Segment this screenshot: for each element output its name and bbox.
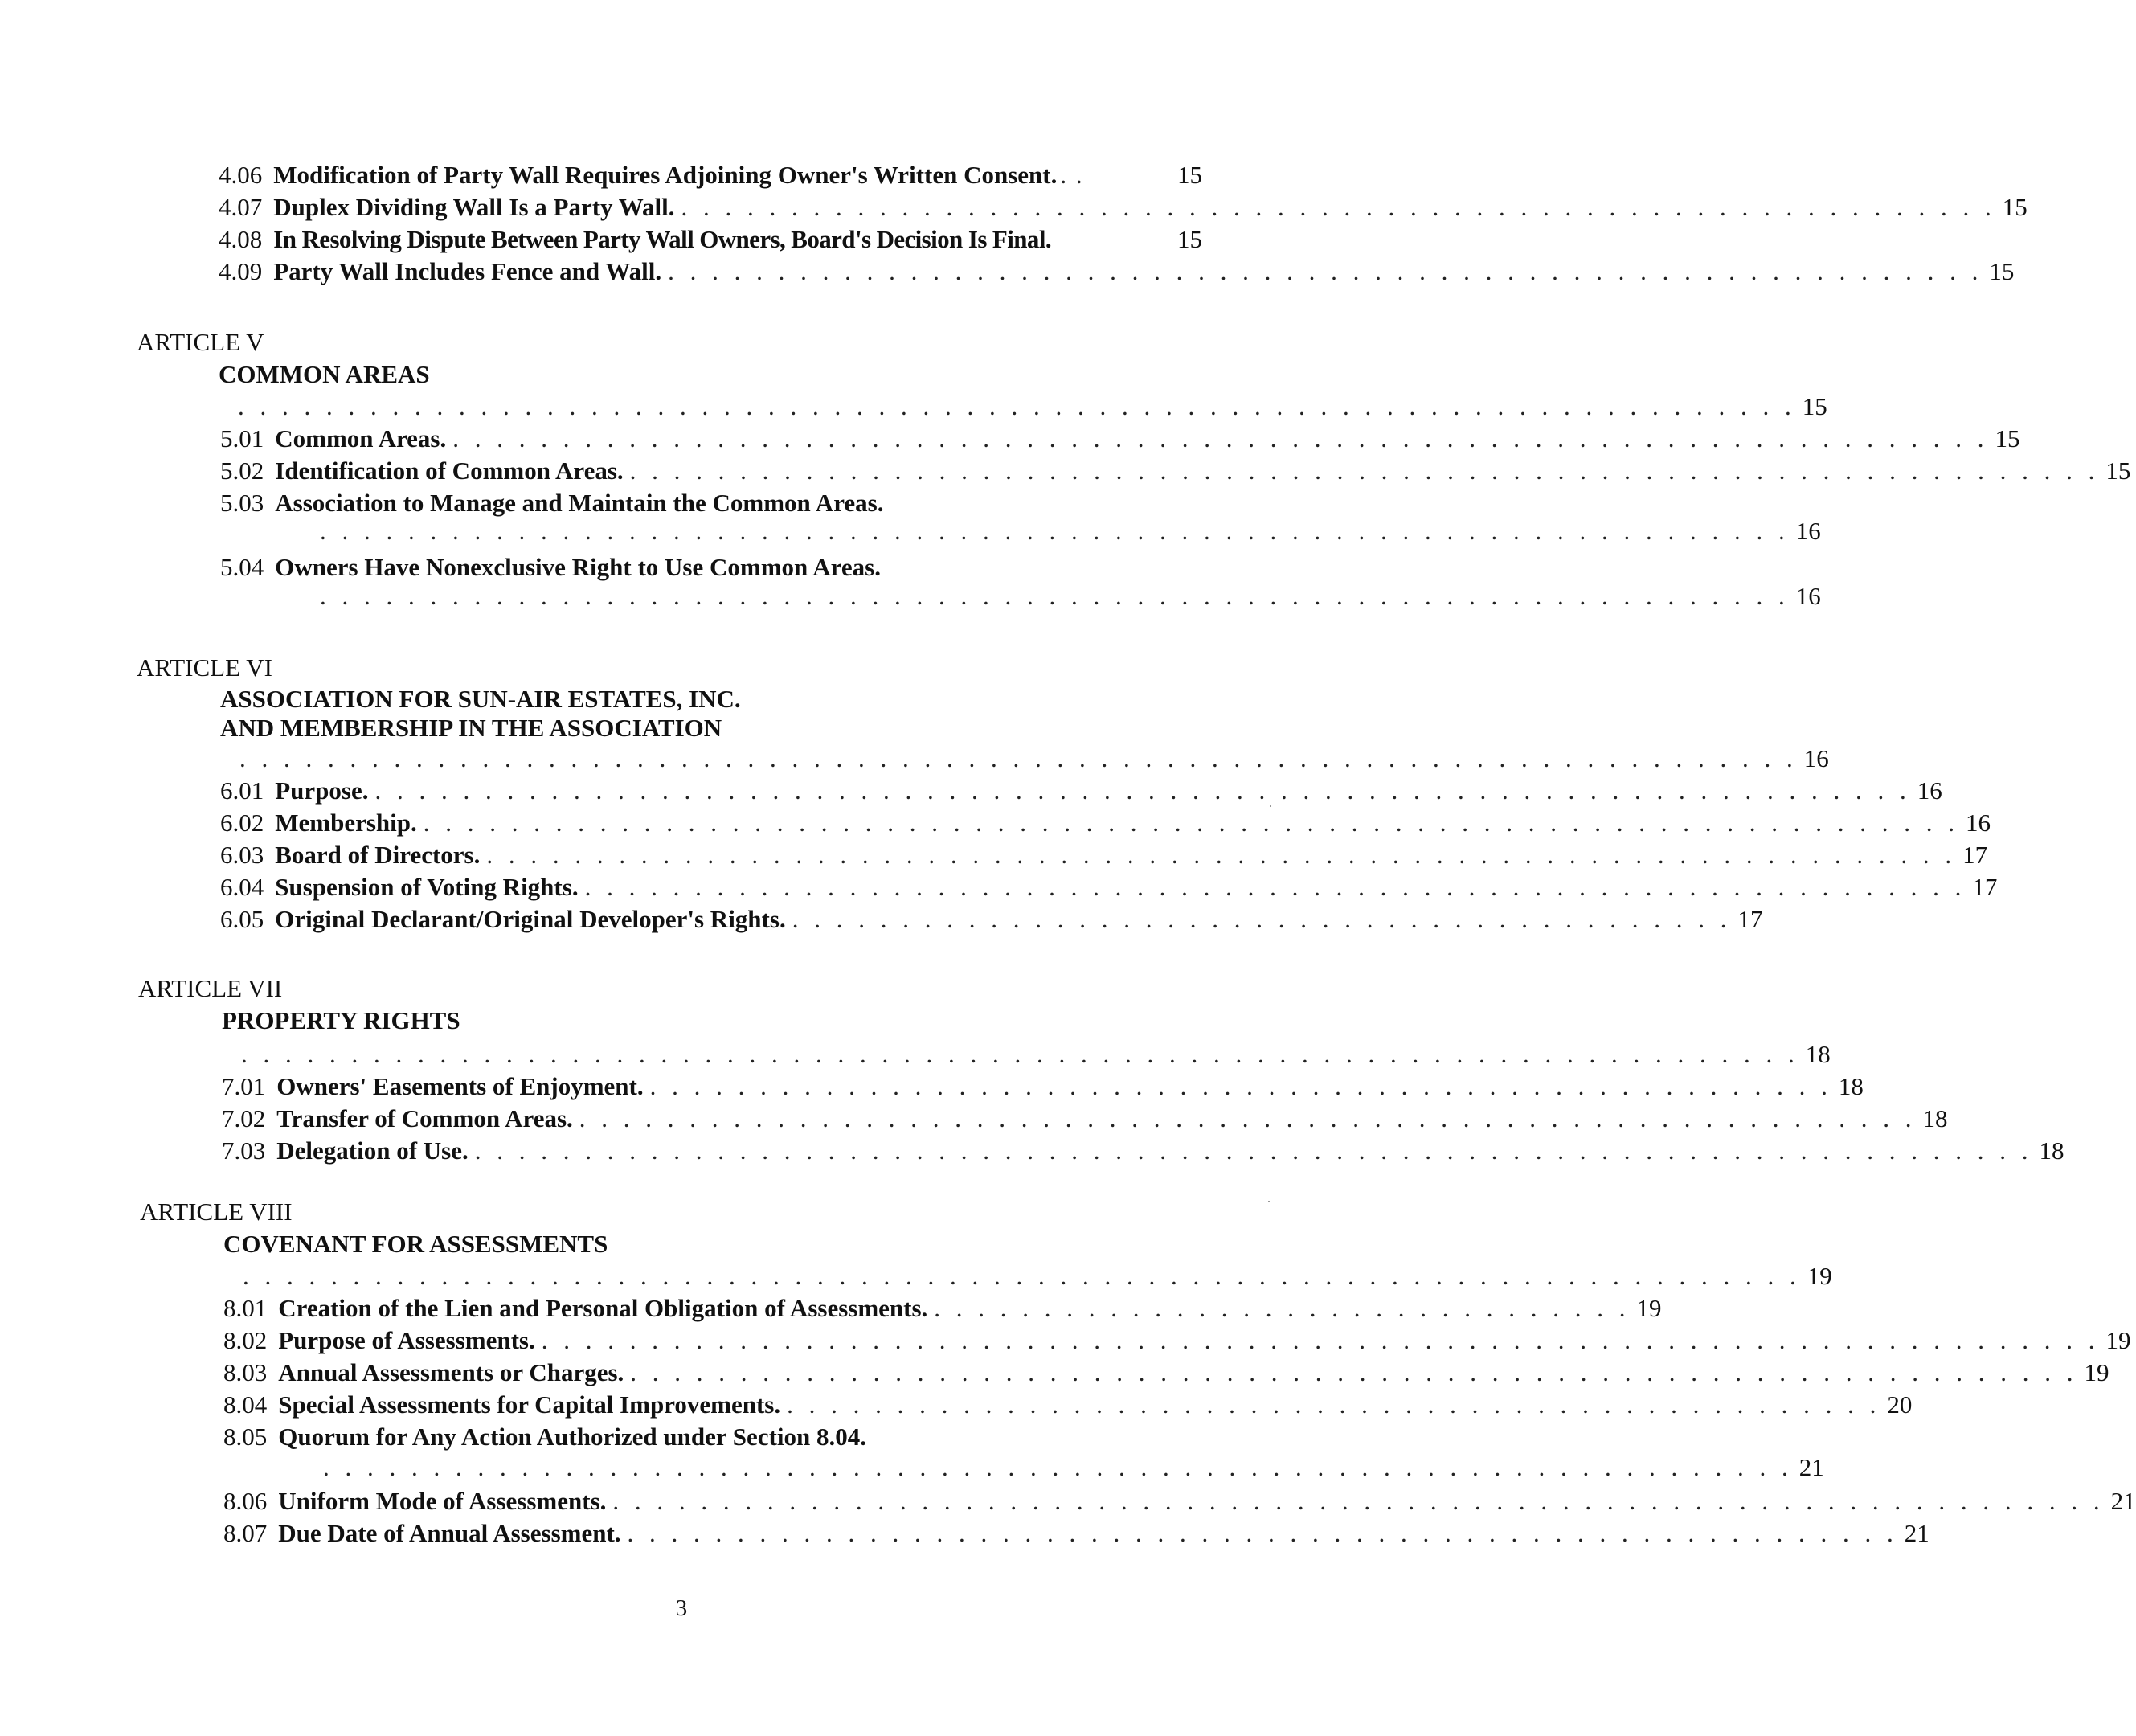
dot-leader: . . . . . . . . . . . . . . . . . . . . . . . . . . . . . . . . . . . . . . . . . . . . . . . . . . . . . . . . . . . . . [579, 1104, 1917, 1132]
dot-leader: . . . . . . . . . . . . . . . . . . . . . . . . . . . . . . . . . . . . . . . . . . . . . . . . . . . . . . . . . . . . . . . . . . . [320, 582, 1790, 610]
section-title: Membership. [275, 809, 417, 837]
toc-entry-8-03 [223, 1357, 2109, 1389]
page-number: 18 [1838, 1072, 1864, 1100]
dot-leader: . . . . . . . . . . . . . . . . . . . . . . . . . . . . . . . . . . . . . . . . . . . . . . . . . . . . . . [649, 1072, 1832, 1100]
page-number: 16 [1803, 744, 1829, 772]
section-title: Suspension of Voting Rights. [275, 873, 579, 901]
dot-leader: . . . . . . . . . . . . . . . . . . . . . . . . . . . . . . . . . . . . . . . . . . . . . . . . . . . . . . . . . . . . [668, 257, 1983, 285]
page-number: 20 [1887, 1390, 1913, 1419]
dot-leader: . . . . . . . . . . . . . . . . . . . . . . . . . . . . . . . . . . . . . . . . . . . . . . . . . . . . . . . . . . . . . . . . . . [630, 1358, 2078, 1386]
page-number: 19 [1807, 1262, 1832, 1290]
section-title: Uniform Mode of Assessments. [278, 1487, 607, 1515]
scan-speck [1270, 805, 1271, 807]
toc-entry-6-03 [220, 839, 1988, 871]
toc-entry-4-08 [219, 223, 1202, 256]
toc-article-7-page [241, 1038, 1831, 1071]
dot-leader: . . . . . . . . . . . . . . . . . . . . . . . . . . . . . . . . [934, 1294, 1631, 1322]
toc-entry-4-09 [219, 256, 2015, 288]
dot-leader: . . . . . . . . . . . . . . . . . . . . . . . . . . . . . . . . . . . . . . . . . . . . . . . . . . [787, 1390, 1881, 1419]
dot-leader: . . . . . . . . . . . . . . . . . . . . . . . . . . . . . . . . . . . . . . . . . . . . . . . . . . . . . . . . . . . . . . . . . . . [486, 841, 1957, 869]
page-number: 16 [1917, 776, 1942, 805]
section-number: 8.01 [223, 1294, 268, 1322]
article-title-line-1: ASSOCIATION FOR SUN-AIR ESTATES, INC. [220, 685, 741, 713]
page-number: 21 [1904, 1519, 1929, 1547]
article-title: COMMON AREAS [219, 360, 430, 388]
toc-entry-8-05 [223, 1421, 1204, 1453]
dot-leader: . . . . . . . . . . . . . . . . . . . . . . . . . . . . . . . . . . . . . . . . . . . . . . . . . . . . . . . . . . . . . . . . . . . . . . . [241, 1040, 1799, 1068]
section-number: 6.05 [220, 905, 264, 933]
toc-entry-8-07 [223, 1517, 1929, 1550]
article-title-line-2: AND MEMBERSHIP IN THE ASSOCIATION [220, 714, 722, 742]
page-number: 17 [1962, 841, 1988, 869]
dot-leader: . . . . . . . . . . . . . . . . . . . . . . . . . . . . . . . . . . . . . . . . . . . . . . . . . . . . . . . . . . . . . . . . . . . [320, 517, 1790, 545]
article-label: ARTICLE VIII [140, 1198, 293, 1226]
section-number: 8.06 [223, 1487, 268, 1515]
dot-leader: . . . . . . . . . . . . . . . . . . . . . . . . . . . . . . . . . . . . . . . . . . . . . . . . . . . . . . . . . . . . . . . . . . . . . . . [238, 392, 1796, 420]
section-title: Original Declarant/Original Developer's Rights. [275, 905, 786, 933]
section-title: Creation of the Lien and Personal Obligation of Assessments. [278, 1294, 928, 1322]
dot-leader: . . . . . . . . . . . . . . . . . . . . . . . . . . . . . . . . . . . . . . . . . . . . . . . . . . . . . . . . . . . . . . . . . . . [629, 457, 2100, 485]
page-number: 19 [2084, 1358, 2109, 1386]
article-title: PROPERTY RIGHTS [222, 1006, 460, 1034]
page-number: 21 [1798, 1453, 1824, 1481]
toc-entry-7-01 [222, 1071, 1864, 1103]
toc-entry-8-05-page [323, 1451, 1824, 1484]
page-number: 15 [1177, 161, 1202, 189]
dot-leader: . . . . . . . . . . . . . . . . . . . . . . . . . . . . . . . . . . . . . . . . . . . . . . . . . . . . . . . . . . . . [681, 193, 1996, 221]
page-number: 15 [1989, 257, 2015, 285]
section-number: 6.02 [220, 809, 264, 837]
toc-entry-4-07 [219, 191, 2028, 223]
section-number: 5.03 [220, 489, 264, 517]
footer-page-number: 3 [675, 1595, 688, 1621]
toc-entry-5-04-page [320, 580, 1821, 612]
article-label: ARTICLE V [137, 328, 264, 356]
toc-entry-4-06 [219, 159, 1202, 191]
section-title: Annual Assessments or Charges. [278, 1358, 624, 1386]
page-number: 16 [1795, 517, 1821, 545]
toc-entry-5-03 [220, 487, 1202, 519]
page-number: 17 [1972, 873, 1998, 901]
page-number: 15 [2002, 193, 2028, 221]
dot-leader: . . . . . . . . . . . . . . . . . . . . . . . . . . . . . . . . . . . . . . . . . . . . . . . . . . . . . . . . . . . . . . . [584, 873, 1966, 901]
section-number: 7.01 [222, 1072, 266, 1100]
section-title: Transfer of Common Areas. [276, 1104, 573, 1132]
section-number: 5.04 [220, 553, 264, 581]
page-number: 15 [2105, 457, 2131, 485]
section-number: 8.03 [223, 1358, 268, 1386]
toc-entry-5-04 [220, 551, 1202, 583]
toc-entry-7-02 [222, 1103, 1948, 1135]
section-number: 5.02 [220, 457, 264, 485]
page-number: 18 [1922, 1104, 1948, 1132]
article-label: ARTICLE VII [138, 974, 283, 1002]
section-title: Modification of Party Wall Requires Adjoining Owner's Written Consent. [273, 161, 1058, 189]
section-number: 4.07 [219, 193, 263, 221]
section-title: Quorum for Any Action Authorized under Section 8.04. [278, 1423, 866, 1451]
page-number: 15 [1177, 225, 1202, 253]
dot-leader: . . . . . . . . . . . . . . . . . . . . . . . . . . . . . . . . . . . . . . . . . . . . . . . . . . . . . . . . . . . . . . . . . . . . . . . [239, 744, 1798, 772]
dot-leader: . . . . . . . . . . . . . . . . . . . . . . . . . . . . . . . . . . . . . . . . . . . . . . . . . . . . . . . . . . . . . . . . . . . . . . [452, 424, 1989, 452]
toc-entry-6-04 [220, 871, 1998, 903]
toc-entry-5-03-page [320, 515, 1821, 547]
section-title: Association to Manage and Maintain the Common Areas. [275, 489, 884, 517]
dot-leader: . . . . . . . . . . . . . . . . . . . . . . . . . . . . . . . . . . . . . . . . . . . . . . . . . . . . . . . . . . . . . . . . . . . [323, 1453, 1793, 1481]
section-number: 6.04 [220, 873, 264, 901]
section-title: In Resolving Dispute Between Party Wall Owners, Board's Decision Is Final. [273, 225, 1051, 253]
section-number: 8.05 [223, 1423, 268, 1451]
toc-entry-8-06 [223, 1485, 2136, 1517]
dot-leader: . . . . . . . . . . . . . . . . . . . . . . . . . . . . . . . . . . . . . . . . . . . . . . . . . . . . . . . . . . . . . . . . . . . . . . . [243, 1262, 1801, 1290]
toc-entry-6-05 [220, 903, 1763, 936]
toc-entry-8-02 [223, 1325, 2131, 1357]
section-title: Owners' Easements of Enjoyment. [276, 1072, 644, 1100]
section-number: 4.08 [219, 225, 263, 253]
toc-entry-5-02 [220, 455, 2131, 487]
section-number: 4.06 [219, 161, 263, 189]
dot-leader: . . . . . . . . . . . . . . . . . . . . . . . . . . . . . . . . . . . . . . . . . . . . . . . . . . . . . . . . . . . . . . . . . . . . [612, 1487, 2105, 1515]
section-number: 5.01 [220, 424, 264, 452]
section-title: Duplex Dividing Wall Is a Party Wall. [273, 193, 675, 221]
toc-entry-8-04 [223, 1389, 1913, 1421]
toc-entry-6-02 [220, 807, 1991, 839]
section-number: 8.07 [223, 1519, 268, 1547]
dot-leader: . . . . . . . . . . . . . . . . . . . . . . . . . . . . . . . . . . . . . . . . . . . . . . . . . . . . . . . . . . . . . . . . . . . . . . . [541, 1326, 2100, 1354]
dot-leader: . . . . . . . . . . . . . . . . . . . . . . . . . . . . . . . . . . . . . . . . . . . . . . . . . . . . . . . . . . [627, 1519, 1898, 1547]
page-number: 21 [2110, 1487, 2136, 1515]
section-title: Common Areas. [275, 424, 447, 452]
page-number: 16 [1966, 809, 1991, 837]
section-title: Party Wall Includes Fence and Wall. [273, 257, 662, 285]
dot-leader: . . . . . . . . . . . . . . . . . . . . . . . . . . . . . . . . . . . . . . . . . . . . . . . . . . . . . . . . . . . . . . . . . . . . . . [423, 809, 1960, 837]
toc-entry-5-01 [220, 423, 2020, 455]
toc-entry-6-01 [220, 775, 1942, 807]
section-number: 7.02 [222, 1104, 266, 1132]
page-number: 15 [1995, 424, 2020, 452]
section-number: 8.04 [223, 1390, 268, 1419]
section-title: Special Assessments for Capital Improvements. [278, 1390, 781, 1419]
section-number: 6.01 [220, 776, 264, 805]
page-number: 18 [2039, 1136, 2064, 1165]
page-number: 19 [1636, 1294, 1662, 1322]
page-number: 17 [1737, 905, 1763, 933]
page-number: 16 [1795, 582, 1821, 610]
section-title: Board of Directors. [275, 841, 481, 869]
toc-article-6-page [239, 743, 1829, 775]
page-number: 19 [2105, 1326, 2131, 1354]
section-number: 4.09 [219, 257, 263, 285]
article-label: ARTICLE VI [137, 653, 272, 682]
toc-article-8-page [243, 1260, 1832, 1292]
section-title: Owners Have Nonexclusive Right to Use Common Areas. [275, 553, 881, 581]
section-title: Due Date of Annual Assessment. [278, 1519, 621, 1547]
scan-speck [1268, 1201, 1270, 1202]
section-title: Identification of Common Areas. [275, 457, 624, 485]
article-title: COVENANT FOR ASSESSMENTS [223, 1230, 608, 1258]
section-number: 6.03 [220, 841, 264, 869]
dot-leader: . . . . . . . . . . . . . . . . . . . . . . . . . . . . . . . . . . . . . . . . . . . [792, 905, 1732, 933]
dot-leader: . . . . . . . . . . . . . . . . . . . . . . . . . . . . . . . . . . . . . . . . . . . . . . . . . . . . . . . . . . . . . . . . . . . . . . [374, 776, 1911, 805]
section-title: Purpose of Assessments. [278, 1326, 535, 1354]
section-title: Purpose. [275, 776, 369, 805]
section-number: 7.03 [222, 1136, 266, 1165]
page-number: 18 [1805, 1040, 1831, 1068]
section-title: Delegation of Use. [276, 1136, 469, 1165]
dot-leader: . . . . . . . . . . . . . . . . . . . . . . . . . . . . . . . . . . . . . . . . . . . . . . . . . . . . . . . . . . . . . . . . . . . . . . . [474, 1136, 2033, 1165]
page-number: 15 [1802, 392, 1827, 420]
toc-entry-8-01 [223, 1292, 1662, 1325]
toc-entry-7-03 [222, 1135, 2064, 1167]
toc-article-5-page [238, 391, 1827, 423]
section-number: 8.02 [223, 1326, 268, 1354]
dot-leader: . . [1060, 161, 1084, 189]
